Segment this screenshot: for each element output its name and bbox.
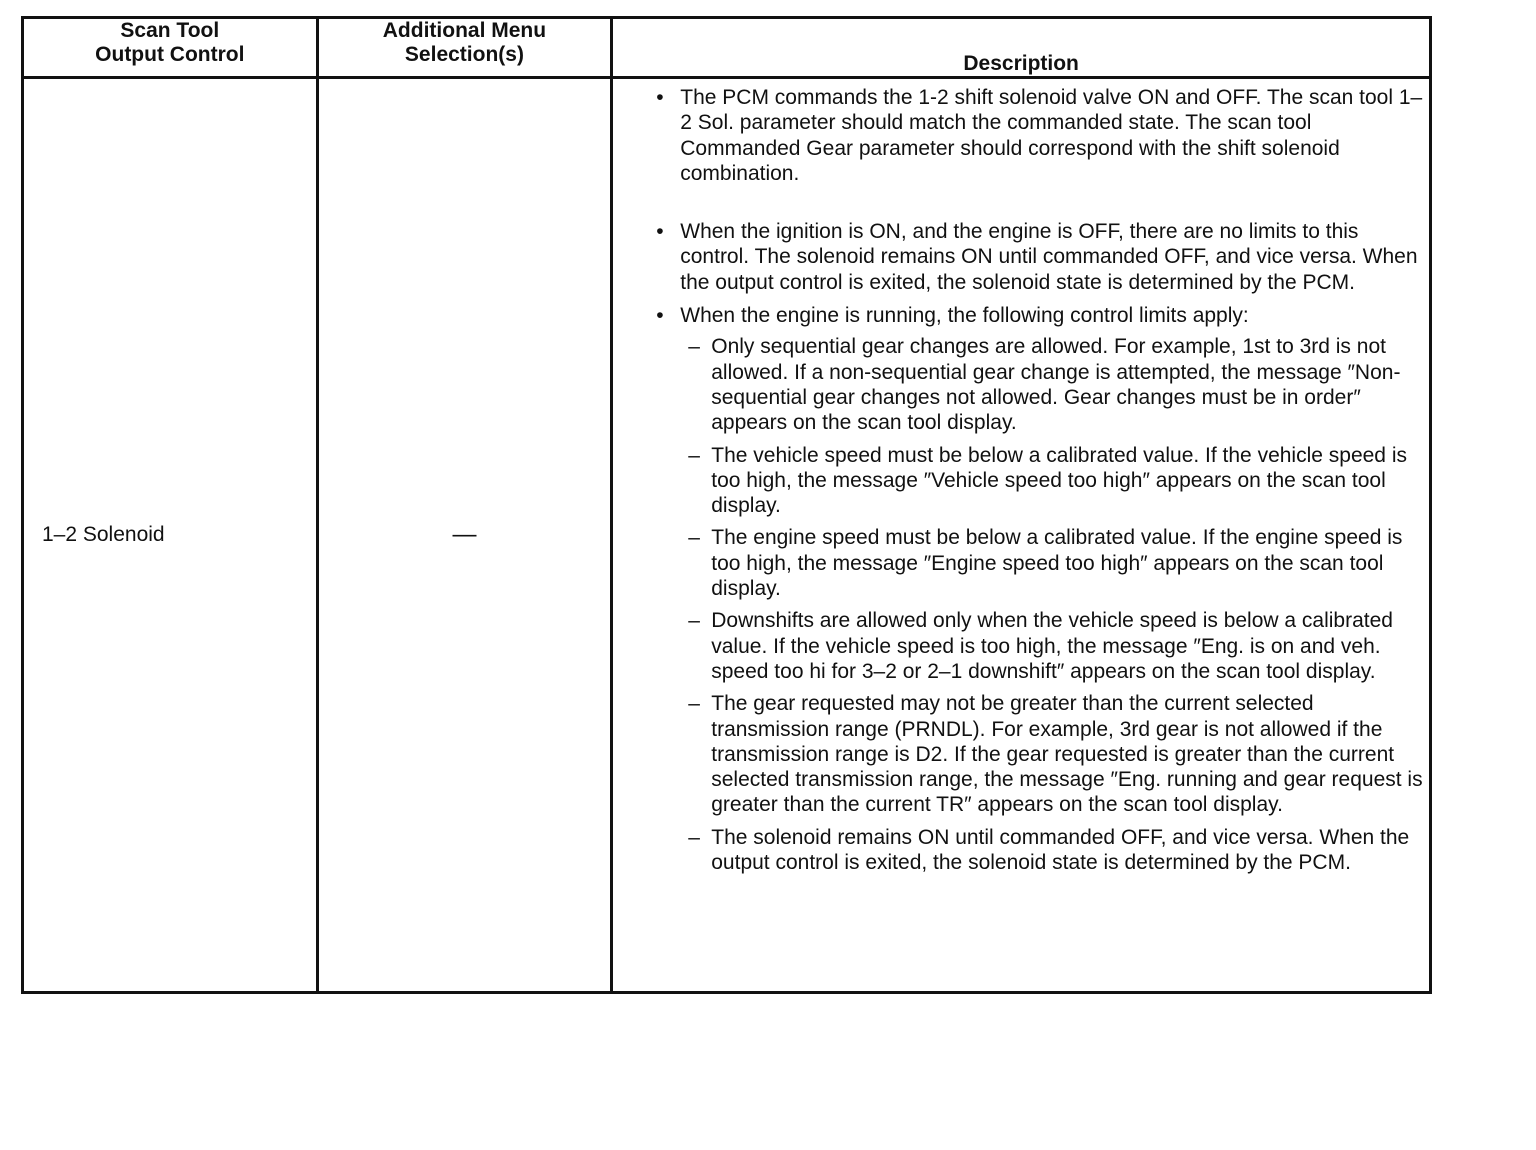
sub-item-text: Only sequential gear changes are allowed. For example, 1st to 3rd is not allowed. If a non-sequential gear change is attempted, the message ″Non-sequential gear changes not allowed. Gear changes must be in order″ appears on the scan tool display. <box>711 335 1401 435</box>
dash-marker: – <box>688 609 700 633</box>
description-bullet <box>653 85 1423 186</box>
bullet-marker: • <box>656 220 664 244</box>
sub-item-text: The vehicle speed must be below a calibrated value. If the vehicle speed is too high, the message ″Vehicle speed too high″ appears on the scan tool display. <box>711 443 1407 518</box>
dash-marker: – <box>688 825 700 849</box>
table-row <box>23 78 1431 993</box>
description-cell <box>612 78 1431 993</box>
header-line: Description <box>963 52 1079 75</box>
dash-marker: – <box>688 443 700 467</box>
bullet-text: When the ignition is ON, and the engine is OFF, there are no limits to this control. The solenoid remains ON until commanded OFF, and vice versa. When the output control is exited, the solenoid state is determined by the PCM. <box>680 220 1418 294</box>
description-sub-item <box>653 443 1423 519</box>
bullet-marker: • <box>656 86 664 109</box>
dash-marker: – <box>688 335 700 359</box>
bullet-text: The PCM commands the 1-2 shift solenoid valve ON and OFF. The scan tool 1–2 Sol. parameter should match the commanded state. The scan tool Commanded Gear parameter should correspond with the shift solenoid combination. <box>680 86 1423 185</box>
sub-item-text: The engine speed must be below a calibrated value. If the engine speed is too high, the message ″Engine speed too high″ appears on the scan tool display. <box>711 526 1403 601</box>
description-bullet <box>653 303 1423 328</box>
header-additional-menu-selections <box>317 18 612 78</box>
description-bullet <box>653 219 1423 295</box>
description-sub-item <box>653 691 1423 817</box>
output-control-table <box>21 16 1432 994</box>
header-scan-tool-output-control <box>23 18 318 78</box>
description-sub-item <box>653 825 1423 876</box>
sub-item-text: The solenoid remains ON until commanded OFF, and vice versa. When the output control is exited, the solenoid state is determined by the PCM. <box>711 825 1410 875</box>
bullet-marker: • <box>656 304 664 328</box>
sub-item-text: The gear requested may not be greater than the current selected transmission range (PRNDL). For example, 3rd gear is not allowed if the transmission range is D2. If the gear requested is greater than the current selected transmission range, the message ″Eng. running and gear request is greater than the current TR″ appears on the scan tool display. <box>711 692 1423 817</box>
dash-marker: – <box>688 526 700 550</box>
header-line: Output Control <box>95 43 245 66</box>
bullet-text: When the engine is running, the following control limits apply: <box>680 304 1249 328</box>
table-header-row <box>23 18 1431 78</box>
header-line: Selection(s) <box>404 43 524 66</box>
dash-marker: – <box>688 692 700 716</box>
description-sub-item <box>653 334 1423 435</box>
menu-selection-cell: — <box>317 78 612 993</box>
header-line: Scan Tool <box>120 19 220 42</box>
header-description <box>612 18 1431 78</box>
description-sub-item <box>653 608 1423 684</box>
header-line: Additional Menu <box>382 19 547 42</box>
sub-item-text: Downshifts are allowed only when the vehicle speed is below a calibrated value. If the vehicle speed is too high, the message ″Eng. is on and veh. speed too hi for 3–2 or 2–1 downshift″ appears on the scan tool display. <box>711 609 1393 683</box>
description-sub-item <box>653 525 1423 601</box>
output-control-cell: 1–2 Solenoid <box>23 78 318 993</box>
